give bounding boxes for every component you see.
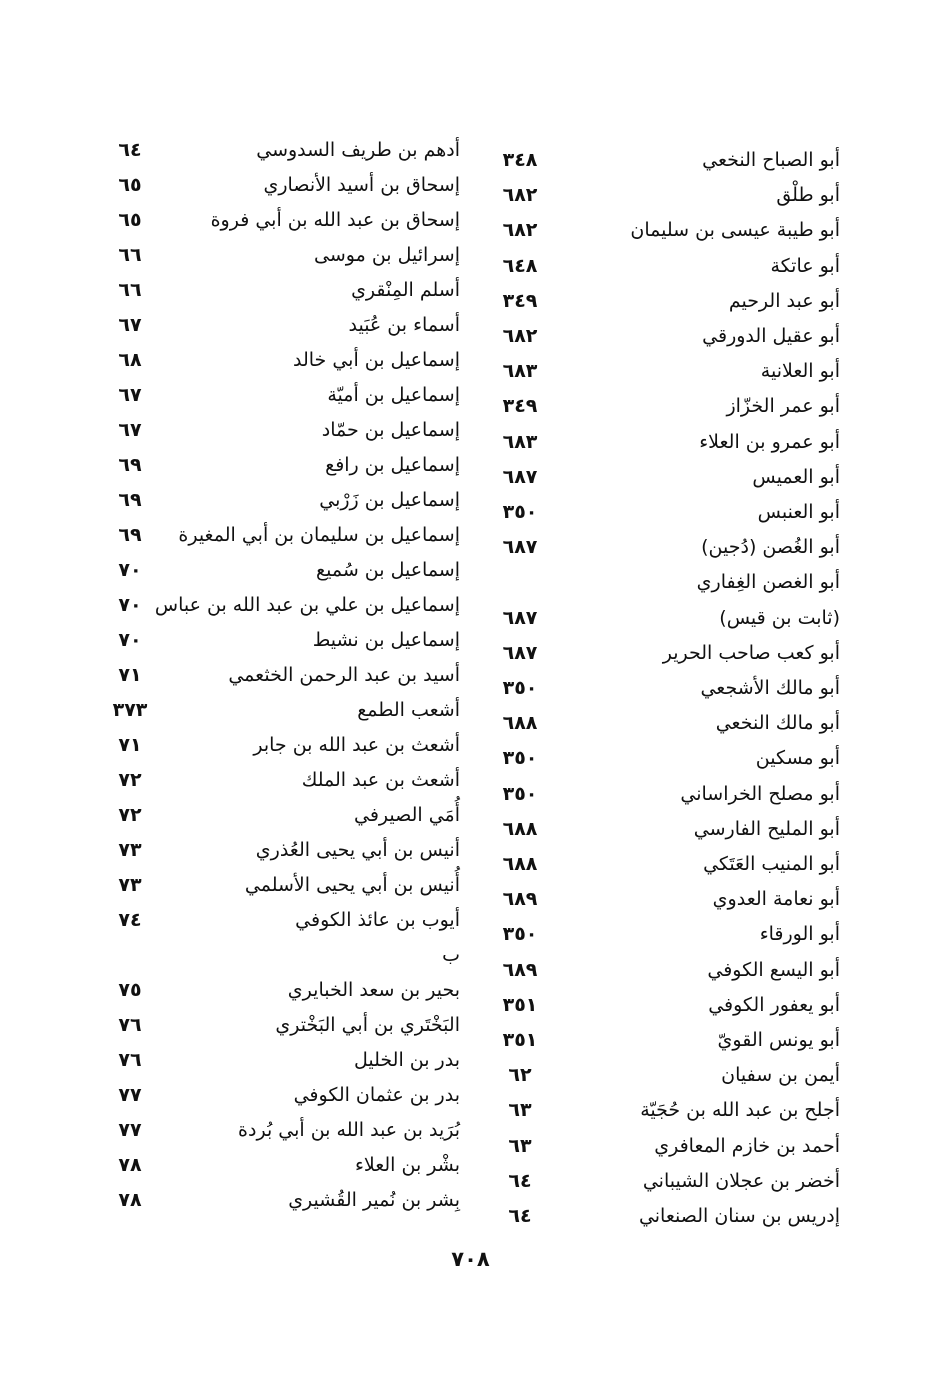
index-entry bbox=[460, 846, 840, 882]
index-entry bbox=[460, 881, 840, 917]
entry-page-number: ٦٨٩ bbox=[502, 958, 538, 981]
entry-page-number: ٣٥١ bbox=[502, 1029, 538, 1051]
entry-page-number: ٧٠ bbox=[118, 594, 142, 616]
entry-name: أسيد بن عبد الرحمن الخثعمي bbox=[228, 664, 460, 686]
entry-name: أسماء بن عُبَيد bbox=[348, 314, 460, 336]
index-entry bbox=[95, 342, 460, 378]
entry-page-number: ٦٨٨ bbox=[502, 712, 538, 735]
index-entry bbox=[95, 937, 460, 973]
entry-page-number: ٦٨٧ bbox=[502, 641, 538, 664]
index-entry bbox=[460, 740, 840, 776]
entry-name: أبو العميس bbox=[752, 465, 840, 488]
index-entry bbox=[460, 388, 840, 424]
index-entry bbox=[460, 529, 840, 565]
index-entry bbox=[95, 307, 460, 343]
entry-name: إسرائيل بن موسى bbox=[314, 244, 460, 266]
entry-page-number: ٧٠ bbox=[118, 559, 142, 581]
index-entry bbox=[460, 987, 840, 1023]
index-entry bbox=[95, 1182, 460, 1218]
entry-name: أيوب بن عائذ الكوفي bbox=[295, 909, 460, 931]
entry-page-number: ٣٥٠ bbox=[502, 923, 538, 946]
entry-name: أبو عمر الخزّاز bbox=[726, 395, 840, 418]
entry-name: أشعث بن عبد الله بن جابر bbox=[253, 734, 460, 756]
entry-name: أبو مالك النخعي bbox=[715, 712, 840, 735]
entry-page-number: ٣٥٠ bbox=[502, 501, 538, 523]
entry-name: أبو عمرو بن العلاء bbox=[699, 430, 840, 453]
index-entry bbox=[460, 811, 840, 847]
entry-name: أبو المنيب العَتَكي bbox=[703, 853, 840, 875]
entry-name: أبو المليح الفارسي bbox=[693, 817, 840, 840]
entry-name: بُرَيد بن عبد الله بن أبي بُردة bbox=[238, 1119, 460, 1141]
entry-page-number: ٦٣ bbox=[508, 1099, 532, 1122]
entry-page-number: ٦٨٧ bbox=[502, 536, 538, 559]
entry-page-number: ٦٦ bbox=[118, 279, 142, 301]
index-entry bbox=[460, 776, 840, 812]
entry-name: بِشر بن نُمير القُشيري bbox=[288, 1189, 460, 1211]
entry-page-number: ٦٧ bbox=[118, 314, 142, 336]
entry-name: أبو يونس القويّ bbox=[717, 1029, 840, 1051]
entry-page-number: ٦٨٨ bbox=[502, 817, 538, 840]
index-entry bbox=[95, 972, 460, 1008]
entry-name: أبو طلْق bbox=[776, 184, 840, 207]
index-entry bbox=[95, 832, 460, 868]
index-entry bbox=[95, 762, 460, 798]
entry-name: أبو نعامة العدوي bbox=[712, 888, 840, 911]
entry-page-number: ٦٨٢ bbox=[502, 325, 538, 347]
entry-page-number: ٦٤٨ bbox=[502, 254, 538, 277]
index-entry bbox=[460, 1163, 840, 1199]
index-entry bbox=[460, 248, 840, 284]
index-entry bbox=[460, 1057, 840, 1093]
entry-page-number: ٣٤٩ bbox=[502, 289, 538, 312]
entry-page-number: ٦٢ bbox=[508, 1064, 532, 1087]
index-entry bbox=[460, 177, 840, 213]
entry-name: أبو عبد الرحيم bbox=[728, 289, 840, 312]
entry-name: أيمن بن سفيان bbox=[721, 1064, 840, 1087]
entry-name: أبو الورقاء bbox=[759, 923, 840, 946]
index-entry bbox=[460, 952, 840, 988]
index-entry bbox=[95, 1147, 460, 1183]
entry-name: أسلم المِنْقري bbox=[351, 279, 460, 301]
entry-page-number: ٦٤ bbox=[508, 1205, 532, 1227]
entry-page-number: ٧١ bbox=[118, 664, 142, 686]
entry-page-number: ٦٥ bbox=[118, 209, 142, 231]
entry-name: أخضر بن عجلان الشيباني bbox=[642, 1169, 840, 1192]
entry-page-number: ٦٨٢ bbox=[502, 219, 538, 242]
index-entry bbox=[460, 670, 840, 706]
index-entry bbox=[460, 283, 840, 319]
entry-page-number: ٣٤٨ bbox=[502, 149, 538, 171]
entry-name: البَخْتَري بن أبي البَخْتري bbox=[275, 1014, 460, 1036]
index-entry bbox=[95, 1112, 460, 1148]
index-entry bbox=[460, 424, 840, 460]
entry-page-number: ٦٤ bbox=[508, 1169, 532, 1192]
entry-page-number: ٧٣ bbox=[118, 874, 142, 896]
index-entry bbox=[95, 1007, 460, 1043]
index-entry bbox=[95, 552, 460, 588]
entry-name: بدر بن الخليل bbox=[353, 1049, 460, 1071]
entry-page-number: ٣٥٠ bbox=[502, 782, 538, 805]
entry-name: أجلح بن عبد الله بن حُجَيّة bbox=[640, 1099, 840, 1122]
entry-page-number: ٣٧٣ bbox=[112, 699, 148, 721]
entry-page-number: ٦٨ bbox=[118, 349, 142, 371]
index-entry bbox=[95, 587, 460, 623]
entry-name: أُنيس بن أبي يحيى الأسلمي bbox=[244, 874, 460, 896]
entry-page-number: ٣٥٠ bbox=[502, 747, 538, 770]
entry-page-number: ٦٨٩ bbox=[502, 888, 538, 911]
entry-page-number: ٧٠ bbox=[118, 629, 142, 651]
entry-name: أشعث بن عبد الملك bbox=[301, 769, 460, 791]
entry-page-number: ٧٦ bbox=[118, 1049, 142, 1071]
index-entry bbox=[460, 1092, 840, 1128]
index-entry bbox=[95, 622, 460, 658]
entry-page-number: ٦٩ bbox=[118, 489, 142, 511]
entry-name: أبو العلانية bbox=[760, 360, 840, 383]
entry-page-number: ٧٣ bbox=[118, 839, 142, 861]
index-entry bbox=[95, 237, 460, 273]
entry-name: أبو كعب صاحب الحرير bbox=[662, 641, 840, 664]
entry-name: أبو الغصن الغِفاري bbox=[696, 571, 840, 594]
entry-name: أبو الصباح النخعي bbox=[702, 149, 840, 171]
index-entry bbox=[95, 167, 460, 203]
index-entry bbox=[460, 494, 840, 530]
entry-page-number: ٣٤٩ bbox=[502, 395, 538, 418]
entry-page-number: ٣٥١ bbox=[502, 993, 538, 1016]
entry-name: أبو اليسع الكوفي bbox=[707, 958, 840, 981]
index-entry bbox=[460, 600, 840, 636]
entry-name: ب bbox=[442, 944, 460, 966]
entry-name: أشعب الطمع bbox=[357, 699, 460, 721]
index-entry bbox=[460, 564, 840, 600]
entry-name: إسماعيل بن أميّة bbox=[327, 384, 460, 406]
entry-name: أبو مسكين bbox=[755, 747, 840, 770]
entry-page-number: ٧٤ bbox=[118, 909, 142, 931]
entry-page-number: ٦٨٢ bbox=[502, 184, 538, 207]
index-entry bbox=[95, 412, 460, 448]
index-entry bbox=[95, 1042, 460, 1078]
entry-name: بحير بن سعد الخبايري bbox=[287, 979, 460, 1001]
entry-page-number: ٣٥٠ bbox=[502, 677, 538, 699]
entry-name: بدر بن عثمان الكوفي bbox=[293, 1084, 460, 1106]
index-entry bbox=[95, 447, 460, 483]
entry-name: أبو الغُصن (دُجين) bbox=[701, 536, 840, 559]
entry-name: إسماعيل بن سُميع bbox=[315, 559, 460, 581]
index-entry bbox=[95, 1077, 460, 1113]
entry-name: أبو عاتكة bbox=[770, 254, 840, 277]
index-entry bbox=[460, 142, 840, 178]
entry-name: إسماعيل بن نشيط bbox=[312, 629, 460, 651]
entry-page-number: ٦٣ bbox=[508, 1134, 532, 1157]
entry-name: إسحاق بن عبد الله بن أبي فروة bbox=[210, 209, 460, 231]
entry-page-number: ٧٧ bbox=[118, 1119, 142, 1141]
entry-name: إسحاق بن أسيد الأنصاري bbox=[263, 174, 460, 196]
index-entry bbox=[95, 132, 460, 168]
entry-page-number: ٦٩ bbox=[118, 524, 142, 546]
entry-page-number: ٧٨ bbox=[118, 1189, 142, 1211]
page-number: ٧٠٨ bbox=[451, 1247, 490, 1271]
entry-name: أنيس بن أبي يحيى العُذري bbox=[255, 839, 460, 861]
entry-page-number: ٦٨٧ bbox=[502, 465, 538, 488]
entry-page-number: ٧٢ bbox=[118, 769, 142, 791]
index-entry bbox=[95, 867, 460, 903]
index-entry bbox=[460, 1198, 840, 1234]
entry-name: أبو يعفور الكوفي bbox=[708, 993, 840, 1016]
entry-page-number: ٧٥ bbox=[118, 979, 142, 1001]
index-entry bbox=[95, 517, 460, 553]
entry-page-number: ٧٢ bbox=[118, 804, 142, 826]
entry-page-number: ٦٨٧ bbox=[502, 606, 538, 629]
entry-name: إدريس بن سنان الصنعاني bbox=[638, 1205, 840, 1227]
entry-name: أبو طيبة عيسى بن سليمان bbox=[630, 219, 840, 242]
entry-page-number: ٦٥ bbox=[118, 174, 142, 196]
entry-name: (ثابت بن قيس) bbox=[719, 606, 840, 629]
entry-name: أبو مصلح الخراساني bbox=[680, 782, 840, 805]
entry-name: إسماعيل بن سليمان بن أبي المغيرة bbox=[178, 524, 460, 546]
entry-page-number: ٦٨٨ bbox=[502, 853, 538, 875]
index-entry bbox=[95, 272, 460, 308]
index-entry bbox=[460, 635, 840, 671]
entry-name: إسماعيل بن حمّاد bbox=[321, 419, 460, 441]
index-entry bbox=[95, 202, 460, 238]
entry-name: بشْر بن العلاء bbox=[354, 1154, 460, 1176]
index-entry bbox=[95, 797, 460, 833]
entry-name: أحمد بن خازم المعافري bbox=[654, 1134, 840, 1157]
entry-name: إسماعيل بن رافع bbox=[325, 454, 460, 476]
index-entry bbox=[95, 902, 460, 938]
index-entry bbox=[95, 727, 460, 763]
entry-page-number: ٦٧ bbox=[118, 419, 142, 441]
entry-page-number: ٦٨٣ bbox=[502, 430, 538, 453]
entry-page-number: ٧٨ bbox=[118, 1154, 142, 1176]
entry-name: إسماعيل بن زَرْبي bbox=[319, 489, 460, 511]
index-entry bbox=[460, 1128, 840, 1164]
index-entry bbox=[460, 212, 840, 248]
entry-page-number: ٧٦ bbox=[118, 1014, 142, 1036]
entry-page-number: ٧٧ bbox=[118, 1084, 142, 1106]
entry-page-number: ٦٤ bbox=[118, 139, 142, 161]
entry-page-number: ٦٩ bbox=[118, 454, 142, 476]
index-entry bbox=[460, 705, 840, 741]
entry-name: أبو مالك الأشجعي bbox=[700, 677, 840, 699]
entry-page-number: ٦٨٣ bbox=[502, 360, 538, 383]
index-entry bbox=[95, 692, 460, 728]
index-entry bbox=[95, 657, 460, 693]
entry-name: أبو العنبس bbox=[757, 501, 840, 523]
entry-page-number: ٦٦ bbox=[118, 244, 142, 266]
index-entry bbox=[460, 353, 840, 389]
entry-name: أبو عقيل الدورقي bbox=[702, 325, 840, 347]
index-entry bbox=[460, 318, 840, 354]
entry-page-number: ٦٧ bbox=[118, 384, 142, 406]
index-entry bbox=[460, 916, 840, 952]
index-entry bbox=[460, 459, 840, 495]
entry-page-number: ٧١ bbox=[118, 734, 142, 756]
index-entry bbox=[95, 482, 460, 518]
index-entry bbox=[460, 1022, 840, 1058]
entry-name: إسماعيل بن أبي خالد bbox=[292, 349, 460, 371]
entry-name: أُمَي الصيرفي bbox=[353, 804, 460, 826]
entry-name: أدهم بن طريف السدوسي bbox=[256, 139, 460, 161]
entry-name: إسماعيل بن علي بن عبد الله بن عباس bbox=[154, 594, 460, 616]
index-entry bbox=[95, 377, 460, 413]
